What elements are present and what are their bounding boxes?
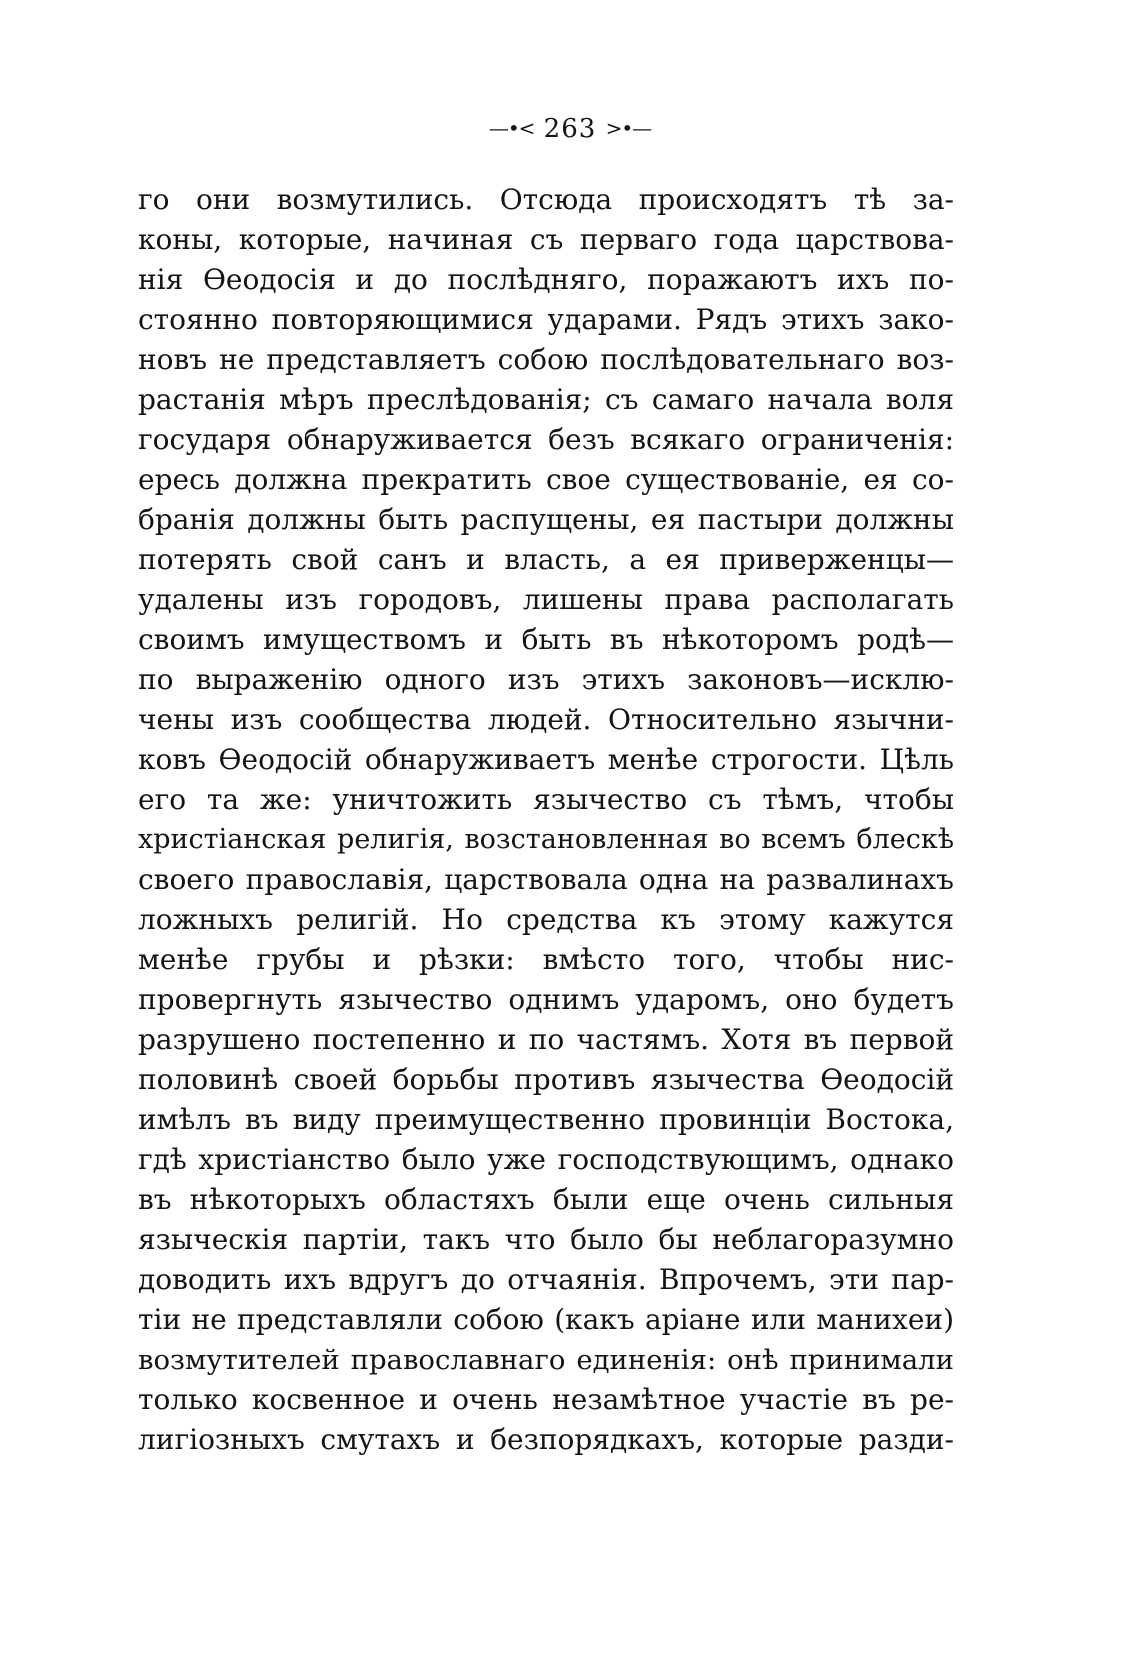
text-line: государя обнаруживается безъ всякаго ограниченія:: [138, 423, 954, 456]
text-line: его та же: уничтожить язычество съ тѣмъ, чтобы: [138, 783, 954, 816]
text-line: удалены изъ городовъ, лишены права располагать: [138, 583, 954, 616]
text-line: лигіозныхъ смутахъ и безпорядкахъ, которые разди-: [138, 1423, 954, 1456]
text-line: въ нѣкоторыхъ областяхъ были еще очень сильныя: [138, 1183, 954, 1216]
text-line: коны, которые, начиная съ перваго года царствова-: [138, 223, 954, 256]
text-line: потерять свой санъ и власть, а ея приверженцы—: [138, 543, 954, 576]
text-line: доводить ихъ вдругъ до отчаянія. Впрочемъ, эти пар-: [138, 1263, 954, 1296]
text-line: ересь должна прекратить свое существованіе, ея со-: [138, 463, 954, 496]
body-text: [138, 180, 954, 1460]
text-line: растанія мѣръ преслѣдованія; съ самаго начала воля: [138, 383, 954, 416]
text-line: гдѣ христіанство было уже господствующимъ, однако: [138, 1143, 954, 1176]
page-number: 263: [543, 114, 597, 144]
text-line: чены изъ сообщества людей. Относительно язычни-: [138, 703, 954, 736]
text-line: по выраженію одного изъ этихъ законовъ—исклю-: [138, 663, 954, 696]
header-ornament-left: —•<: [488, 116, 535, 140]
page-header: [0, 112, 1140, 145]
text-line: языческія партіи, такъ что было бы неблагоразумно: [138, 1223, 954, 1256]
text-line: половинѣ своей борьбы противъ язычества Ѳеодосій: [138, 1063, 954, 1096]
header-ornament-right: >•—: [605, 116, 652, 140]
text-line: ложныхъ религій. Но средства къ этому кажутся: [138, 903, 954, 936]
text-line: возмутителей православнаго единенія: онѣ принимали: [138, 1344, 954, 1376]
text-line: христіанская религія, возстановленная во всемъ блескѣ: [138, 824, 954, 855]
text-line: нія Ѳеодосія и до послѣдняго, поражаютъ ихъ по-: [138, 263, 954, 296]
text-line: менѣе грубы и рѣзки: вмѣсто того, чтобы нис-: [138, 943, 954, 976]
text-line: новъ не представляетъ собою послѣдовательнаго воз-: [138, 343, 954, 376]
text-line: го они возмутились. Отсюда происходятъ тѣ за-: [138, 183, 954, 216]
text-line: ковъ Ѳеодосій обнаруживаетъ менѣе строгости. Цѣль: [138, 743, 954, 776]
text-line: разрушено постепенно и по частямъ. Хотя въ первой: [138, 1023, 954, 1056]
text-line: бранія должны быть распущены, ея пастыри должны: [138, 503, 954, 536]
text-line: стоянно повторяющимися ударами. Рядъ этихъ зако-: [138, 303, 954, 336]
text-line: провергнуть язычество однимъ ударомъ, оно будетъ: [138, 983, 954, 1016]
text-line: своимъ имуществомъ и быть въ нѣкоторомъ родѣ—: [138, 623, 954, 656]
text-line: только косвенное и очень незамѣтное участіе въ ре-: [138, 1383, 954, 1416]
text-line: своего православія, царствовала одна на развалинахъ: [138, 863, 954, 896]
text-line: тіи не представляли собою (какъ аріане или манихеи): [138, 1303, 954, 1336]
text-line: имѣлъ въ виду преимущественно провинціи Востока,: [138, 1103, 954, 1136]
